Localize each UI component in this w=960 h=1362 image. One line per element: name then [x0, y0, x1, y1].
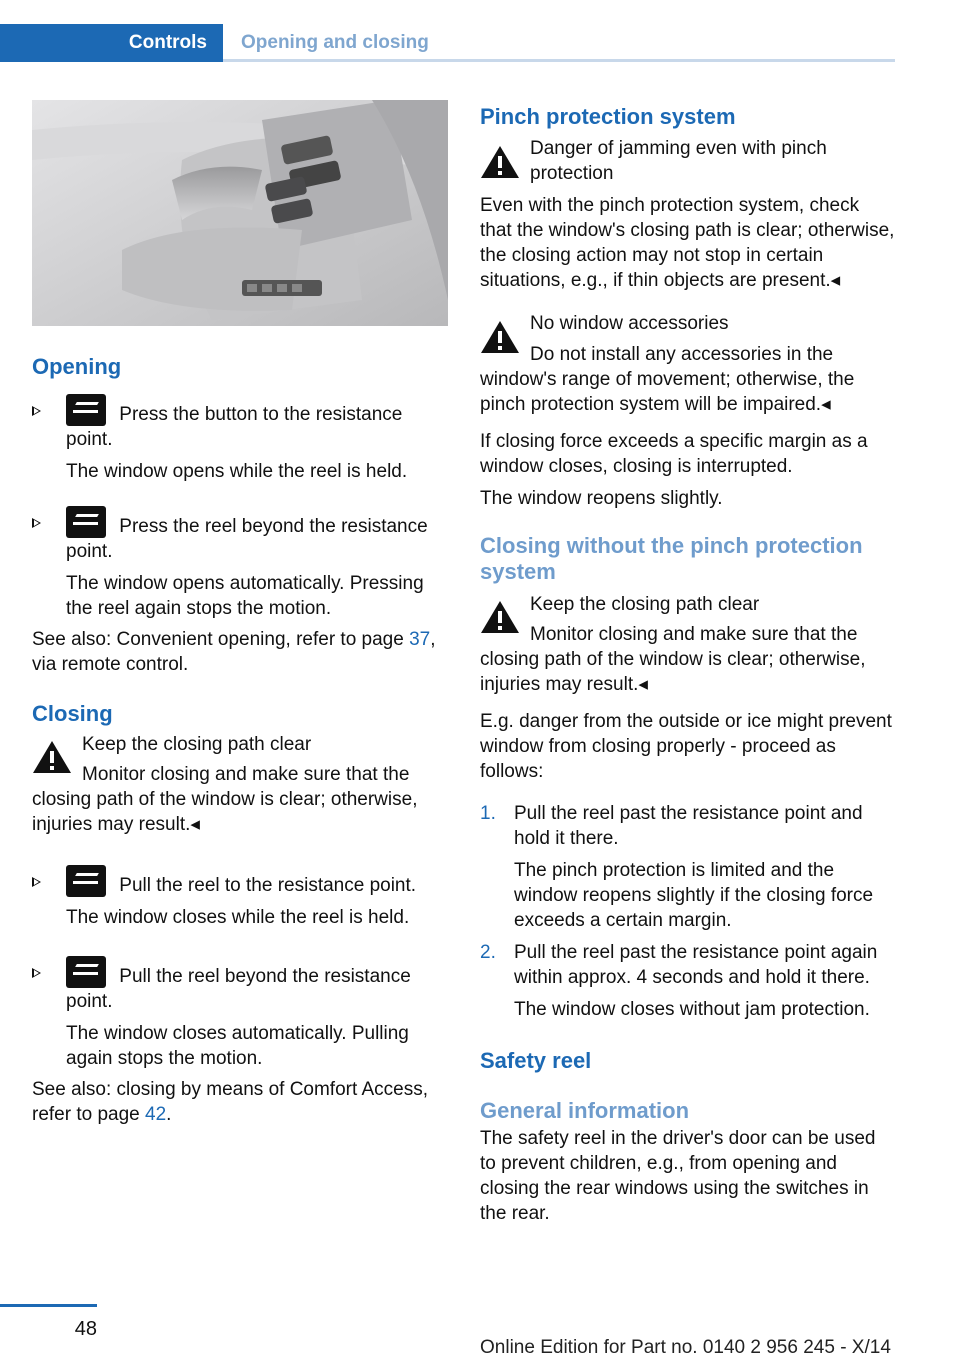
step-note: The window opens while the reel is held. — [66, 461, 408, 482]
see-also-remote: See also: Convenient opening, refer to page 37, via remote control. — [32, 629, 436, 675]
safety-reel-heading: Safety reel — [480, 1048, 592, 1073]
general-info-heading: General information — [480, 1098, 690, 1123]
see-also-comfort-access: See also: closing by means of Comfort Access, refer to page 42. — [32, 1079, 429, 1125]
warning-icon — [480, 599, 520, 635]
list-item — [480, 801, 896, 933]
warning-icon — [480, 319, 520, 355]
window-switch-icon — [66, 956, 106, 988]
warning-title: No window accessories — [530, 313, 729, 334]
step-note: The window closes without jam protection. — [514, 999, 870, 1020]
step-text: Pull the reel past the resistance point again within approx. 4 seconds and hold it there. — [514, 942, 878, 988]
step-text: Press the reel beyond the resistance point. — [66, 516, 428, 562]
without-pinch-warning — [480, 591, 896, 619]
step-number: 2. — [480, 942, 496, 963]
general-info-text: The safety reel in the driver's door can be used to prevent children, e.g., from opening and closing the rear windows using the switches in the rear. — [480, 1128, 876, 1224]
warning-title: Keep the closing path clear — [82, 734, 312, 755]
window-switch-icon — [66, 865, 106, 897]
step-text: Pull the reel to the resistance point. — [114, 875, 417, 896]
left-column — [32, 100, 448, 1127]
list-item — [480, 940, 896, 1022]
chapter-title: Opening and closing — [241, 32, 429, 53]
page-header — [0, 24, 895, 62]
opening-step-2 — [32, 506, 448, 621]
warning-text: Monitor closing and make sure that the closing path of the window is clear; otherwise, injuries may result.◂ — [480, 624, 866, 695]
door-panel-photo — [32, 100, 448, 326]
step-text: Pull the reel beyond the resistance point. — [66, 966, 411, 1012]
warning-text: Do not install any accessories in the window's range of movement; otherwise, the pinch protection system will be impaired.◂ — [480, 344, 855, 415]
section-tab[interactable]: Controls — [0, 24, 223, 62]
reopen-paragraph: The window reopens slightly. — [480, 488, 723, 509]
bullet-arrow-icon — [32, 518, 41, 528]
window-switch-icon — [66, 506, 106, 538]
step-text: Press the button to the resistance point. — [66, 404, 403, 450]
right-column — [480, 100, 896, 1226]
edition-footer: Online Edition for Part no. 0140 2 956 245 - X/14 — [480, 1337, 891, 1358]
step-text: Pull the reel past the resistance point and hold it there. — [514, 803, 863, 849]
page-link-37[interactable]: 37 — [409, 629, 431, 650]
step-number: 1. — [480, 803, 496, 824]
closing-step-1 — [32, 865, 448, 930]
bullet-arrow-icon — [32, 406, 41, 416]
page-number: 48 — [74, 1318, 97, 1340]
warning-title: Keep the closing path clear — [530, 594, 760, 615]
pinch-warning — [480, 136, 896, 186]
warning-icon — [480, 144, 520, 180]
warning-icon — [32, 739, 72, 775]
force-paragraph: If closing force exceeds a specific margin as a window closes, closing is interrupted. — [480, 431, 868, 477]
step-note: The window closes automatically. Pulling again stops the motion. — [66, 1023, 409, 1069]
warning-text: Monitor closing and make sure that the closing path of the window is clear; otherwise, injuries may result.◂ — [32, 764, 418, 835]
warning-text: Even with the pinch protection system, check that the window's closing path is clear; otherwise, the closing action may not stop in certain situations, e.g., if thin objects are present.◂ — [480, 195, 895, 291]
closing-step-2 — [32, 956, 448, 1071]
steps-list — [480, 801, 896, 1022]
step-note: The pinch protection is limited and the window reopens slightly if the closing force exceeds a certain margin. — [514, 860, 874, 931]
footer-rule — [0, 1304, 97, 1307]
closing-warning — [32, 731, 448, 759]
eg-paragraph: E.g. danger from the outside or ice might prevent window from closing properly - proceed as follows: — [480, 711, 892, 782]
closing-heading: Closing — [32, 701, 113, 726]
warning-title: Danger of jamming even with pinch protection — [530, 138, 827, 184]
opening-step-1 — [32, 394, 448, 484]
accessories-warning — [480, 311, 896, 336]
page-link-42[interactable]: 42 — [145, 1104, 167, 1125]
door-panel-illustration — [32, 100, 448, 326]
bullet-arrow-icon — [32, 968, 41, 978]
step-note: The window closes while the reel is held. — [66, 907, 410, 928]
bullet-arrow-icon — [32, 877, 41, 887]
without-pinch-heading: Closing without the pinch protection system — [480, 533, 863, 584]
step-note: The window opens automatically. Pressing the reel again stops the motion. — [66, 573, 424, 619]
header-rule — [223, 59, 895, 62]
window-switch-icon — [66, 394, 106, 426]
pinch-heading: Pinch protection system — [480, 104, 736, 129]
opening-heading: Opening — [32, 354, 122, 379]
